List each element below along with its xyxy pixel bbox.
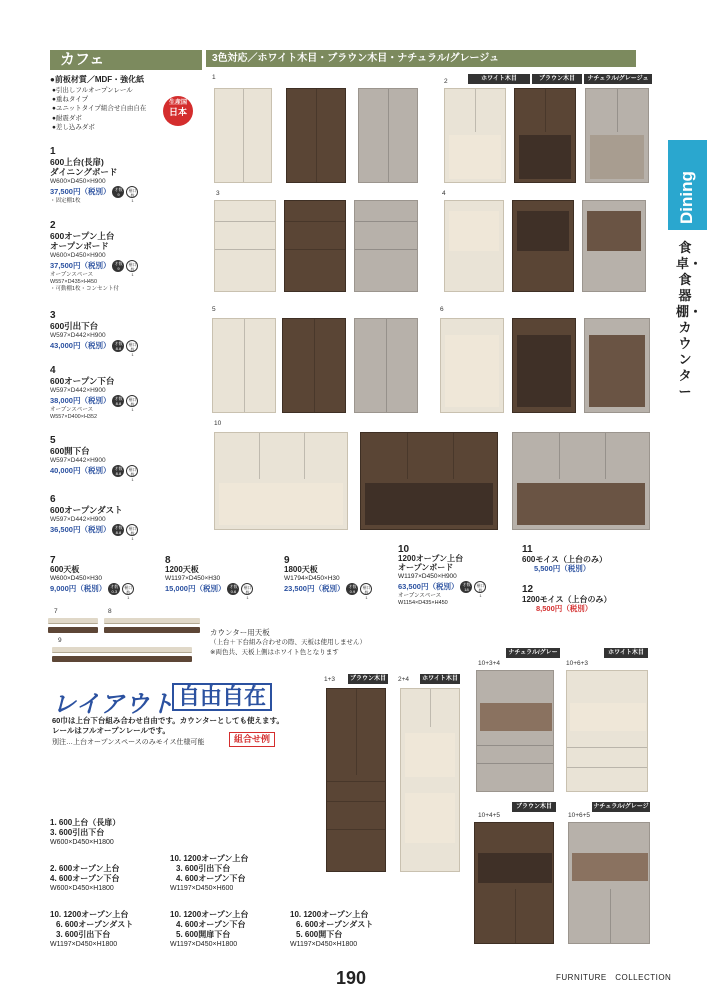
combo-line: 1. 600上台（長扉） <box>50 818 121 827</box>
product-number: 5 <box>50 435 56 446</box>
combo-line: 3. 600引出下台 <box>50 828 105 837</box>
size-chip: 才数 0.6 <box>229 584 238 594</box>
product-name: 600モイス（上台のみ） <box>522 555 608 564</box>
product-image-1-gray <box>358 88 418 183</box>
product-notes: オープンスペース W1154×D435×H450 <box>398 593 448 606</box>
made-in-japan-badge <box>163 96 193 126</box>
footer-label: FURNITURE COLLECTION <box>556 973 672 982</box>
product-image-10-white <box>214 432 348 530</box>
counter-title: カウンター用天板 <box>210 628 270 637</box>
product-price: 63,500円（税別） <box>398 581 459 591</box>
board-1200-white <box>104 618 200 624</box>
product-price: 9,000円（税別） <box>50 583 107 593</box>
package-chip: 梱口数 1 <box>362 585 371 600</box>
product-number: 4 <box>50 365 56 376</box>
product-7 <box>50 555 134 600</box>
combo-label: 2+4 <box>398 676 410 683</box>
color-options-bar: 3色対応／ホワイト木目・ブラウン木目・ナチュラル/グレージュ <box>206 50 636 67</box>
product-image-2-white <box>444 88 506 183</box>
combo-photo-10-3-4 <box>476 670 554 792</box>
combo-line: 10. 1200オープン上台 <box>50 910 129 919</box>
product-price: 8,500円（税別） <box>536 604 593 613</box>
category-title: カフェ <box>50 50 202 70</box>
product-image-6-white <box>440 318 504 413</box>
product-dimensions: W600×D450×H30 <box>50 575 103 582</box>
product-number: 7 <box>50 555 56 566</box>
color-label-white: ホワイト木目 <box>604 648 648 658</box>
product-4 <box>50 365 138 421</box>
product-12 <box>522 585 611 614</box>
product-8 <box>165 555 253 600</box>
image-number: 9 <box>58 637 62 644</box>
image-number: 10 <box>214 420 222 427</box>
package-chip: 梱口数 1 <box>128 526 137 542</box>
size-chip: 才数 8.8 <box>114 396 123 407</box>
package-chip: 梱口数 1 <box>128 467 137 483</box>
feature-item: ●重ねタイプ <box>52 96 89 104</box>
size-chip: 才数 9 <box>114 261 123 272</box>
product-name: 600天板 <box>50 565 80 574</box>
package-chip: 梱口数 1 <box>128 188 137 204</box>
product-name: 600引出下台 <box>50 321 99 331</box>
combo-line: 6. 600オープンダスト <box>56 920 134 929</box>
combo-line: 4. 600オープン下台 <box>176 920 246 929</box>
product-dimensions: W1794×D450×H30 <box>284 575 340 582</box>
product-name: 600オープン上台 オープンボード <box>50 231 115 251</box>
product-price: 15,000円（税別） <box>165 583 226 593</box>
product-6 <box>50 494 138 542</box>
product-image-3-white <box>214 200 276 292</box>
product-dimensions: W1197×D450×H30 <box>165 575 221 582</box>
product-5 <box>50 435 138 483</box>
combo-label: 10+4+5 <box>478 812 501 819</box>
product-number: 6 <box>50 494 56 505</box>
product-10 <box>398 545 486 607</box>
image-number: 8 <box>108 608 112 615</box>
image-number: 1 <box>212 74 216 81</box>
package-chip: 梱口数 1 <box>243 585 252 600</box>
board-1200-brown <box>104 627 200 633</box>
product-image-6-gray <box>584 318 650 413</box>
combo-dimensions: W1197×D450×H1800 <box>170 941 238 948</box>
product-dimensions: W597×D442×H900 <box>50 516 106 523</box>
product-name: 600オープンダスト <box>50 505 123 515</box>
size-chip: 才数 9 <box>114 187 123 198</box>
image-number: 6 <box>440 306 444 313</box>
layout-title-box: 自由自在 <box>172 683 272 711</box>
color-label-natural: ナチュラル/グレージュ <box>593 804 649 820</box>
product-dimensions: W597×D442×H900 <box>50 332 106 339</box>
product-1 <box>50 146 138 205</box>
combo-line: 10. 1200オープン上台 <box>290 910 369 919</box>
dining-tab[interactable] <box>668 140 707 230</box>
size-chip: 才数 8.8 <box>114 525 123 536</box>
layout-title: レイアウト <box>52 691 176 718</box>
image-number: 3 <box>216 190 220 197</box>
product-number: 12 <box>522 584 534 595</box>
product-image-5-brown <box>282 318 346 413</box>
color-label-brown: ブラウン木目 <box>349 676 386 682</box>
board-1800-white <box>52 647 192 653</box>
combo-dimensions: W600×D450×H1800 <box>50 885 114 892</box>
combo-1-3 <box>50 818 120 848</box>
combo-10-3-4 <box>170 854 248 894</box>
board-600-white <box>48 618 98 624</box>
product-name: 1200オープン上台 オープンボード <box>398 554 464 572</box>
package-chip: 梱口数 1 <box>476 583 485 598</box>
size-chip: 才数 0.3 <box>110 584 119 594</box>
color-label-natural: ナチュラル/グレージュ <box>584 74 652 84</box>
product-name: 600上台(長扉) ダイニングボード <box>50 157 118 177</box>
color-label-white: ホワイト木目 <box>468 74 530 84</box>
combo-photo-2-4 <box>400 688 460 872</box>
product-3 <box>50 310 138 358</box>
product-price: 23,500円（税別） <box>284 583 345 593</box>
product-number: 8 <box>165 555 171 566</box>
product-name: 1800天板 <box>284 565 318 574</box>
combo-label: 10+6+3 <box>566 660 589 667</box>
size-chip: 才数 18 <box>462 582 471 592</box>
product-image-10-brown <box>360 432 498 530</box>
package-chip: 梱口数 1 <box>128 262 137 278</box>
product-11 <box>522 545 607 574</box>
product-number: 10 <box>398 544 410 555</box>
product-notes: オープンスペース W557×D435×H450 ・可動棚1枚・コンセント付 <box>50 272 120 293</box>
counter-note-1: （上台＋下台組み合わせの際、天板は使用しません） <box>210 639 366 646</box>
product-image-6-brown <box>512 318 576 413</box>
size-chip: 才数 8.8 <box>114 466 123 477</box>
product-9 <box>284 555 372 600</box>
category-side-label: 食卓・食器棚・カウンター <box>676 240 703 399</box>
product-image-5-gray <box>354 318 418 413</box>
combo-dimensions: W1197×D450×H1800 <box>50 941 118 948</box>
material-text: ●前板材質／MDF・強化紙 <box>50 75 145 84</box>
package-chip: 梱口数 1 <box>128 342 137 358</box>
feature-list <box>52 86 146 132</box>
product-image-1-white <box>214 88 272 183</box>
color-label-brown: ブラウン木目 <box>512 802 556 812</box>
origin-label: 生産国 <box>168 100 187 106</box>
image-number: 2 <box>444 78 448 85</box>
combo-line: 10. 1200オープン上台 <box>170 910 249 919</box>
product-price: 43,000円（税別） <box>50 341 111 350</box>
product-dimensions: W600×D450×H900 <box>50 178 106 185</box>
origin-country: 日本 <box>168 107 187 117</box>
combo-line: 5. 600開下台 <box>296 930 343 939</box>
combo-example-badge: 組合せ例 <box>229 732 275 747</box>
combo-dimensions: W600×D450×H1800 <box>50 839 114 846</box>
product-price: 38,000円（税別） <box>50 396 111 405</box>
combo-line: 6. 600オープンダスト <box>296 920 374 929</box>
product-number: 3 <box>50 310 56 321</box>
layout-note: 別注…上台オープンスペースのみモイス仕様可能 <box>52 739 205 746</box>
combo-photo-10-4-5 <box>474 822 554 944</box>
product-notes: ・固定棚1枚 <box>50 198 81 205</box>
product-image-3-gray <box>354 200 418 292</box>
product-dimensions: W1197×D450×H900 <box>398 573 457 580</box>
product-price: 5,500円（税別） <box>534 564 591 573</box>
package-chip: 梱口数 1 <box>128 397 137 413</box>
product-name: 1200天板 <box>165 565 199 574</box>
counter-board-info <box>210 628 366 658</box>
combo-line: 3. 600引出下台 <box>176 864 231 873</box>
layout-text-line: 60巾は上台下台組み合わせ自由です。カウンターとしても使えます。 <box>52 716 284 725</box>
product-dimensions: W600×D450×H900 <box>50 252 106 259</box>
image-number: 4 <box>442 190 446 197</box>
product-image-5-white <box>212 318 276 413</box>
product-name: 600開下台 <box>50 446 90 456</box>
product-notes: オープンスペース W557×D400×H352 <box>50 407 98 421</box>
combo-photo-10-6-3 <box>566 670 648 792</box>
combo-10-6-3 <box>50 910 133 950</box>
combo-line: 4. 600オープン下台 <box>176 874 246 883</box>
product-image-2-gray <box>585 88 649 183</box>
size-chip: 才数 0.9 <box>348 584 357 594</box>
product-dimensions: W597×D442×H900 <box>50 457 106 464</box>
product-image-4-gray <box>582 200 646 292</box>
product-price: 37,500円（税別） <box>50 261 111 270</box>
board-600-brown <box>48 627 98 633</box>
product-name: 600オープン下台 <box>50 376 115 386</box>
product-price: 36,500円（税別） <box>50 525 111 534</box>
combo-photo-1-3 <box>326 688 386 872</box>
counter-note-2: ※両色共、天板上側はホワイト色となります <box>210 649 339 656</box>
dining-tab-label: Dining <box>677 171 696 224</box>
image-number: 5 <box>212 306 216 313</box>
product-number: 9 <box>284 555 290 566</box>
combo-2-4 <box>50 864 120 894</box>
feature-item: ●耐震ダボ <box>52 114 82 122</box>
product-number: 2 <box>50 220 56 231</box>
board-1800-brown <box>52 656 192 662</box>
product-number: 1 <box>50 146 56 157</box>
product-price: 40,000円（税別） <box>50 466 111 475</box>
layout-text-line: レールはフルオープンレールです。 <box>52 726 170 735</box>
combo-line: 4. 600オープン下台 <box>50 874 120 883</box>
color-label-brown: ブラウン木目 <box>532 74 582 84</box>
product-image-4-white <box>444 200 504 292</box>
combo-line: 2. 600オープン上台 <box>50 864 120 873</box>
combo-line: 5. 600開扉下台 <box>176 930 231 939</box>
product-image-4-brown <box>512 200 574 292</box>
product-number: 11 <box>522 544 533 555</box>
product-image-2-brown <box>514 88 576 183</box>
combo-dimensions: W1197×D450×H1800 <box>290 941 358 948</box>
package-chip: 梱口数 1 <box>124 585 133 600</box>
image-number: 7 <box>54 608 58 615</box>
color-label-white: ホワイト木目 <box>420 674 460 684</box>
product-dimensions: W597×D442×H900 <box>50 387 106 394</box>
feature-item: ●引出しフルオープンレール <box>52 87 133 94</box>
feature-item: ●ユニットタイプ組合せ自由自在 <box>52 105 147 113</box>
combo-dimensions: W1197×D450×H600 <box>170 885 234 892</box>
combo-label: 10+3+4 <box>478 660 501 667</box>
product-price: 37,500円（税別） <box>50 187 111 196</box>
feature-item: ●差し込みダボ <box>52 123 95 131</box>
combo-photo-10-6-5 <box>568 822 650 944</box>
color-label-natural: ナチュラル/グレージュ <box>506 648 560 658</box>
product-image-10-gray <box>512 432 650 530</box>
combo-line: 3. 600引出下台 <box>56 930 111 939</box>
combo-line: 10. 1200オープン上台 <box>170 854 249 863</box>
product-name: 1200モイス（上台のみ） <box>522 595 612 604</box>
page-number: 190 <box>336 968 367 988</box>
size-chip: 才数 8.8 <box>114 341 123 352</box>
combo-10-6-5 <box>290 910 373 950</box>
combo-10-4-5 <box>170 910 248 950</box>
product-2 <box>50 220 138 293</box>
product-image-1-brown <box>286 88 346 183</box>
product-image-3-brown <box>284 200 346 292</box>
combo-label: 1+3 <box>324 676 336 683</box>
combo-label: 10+6+5 <box>568 812 591 819</box>
